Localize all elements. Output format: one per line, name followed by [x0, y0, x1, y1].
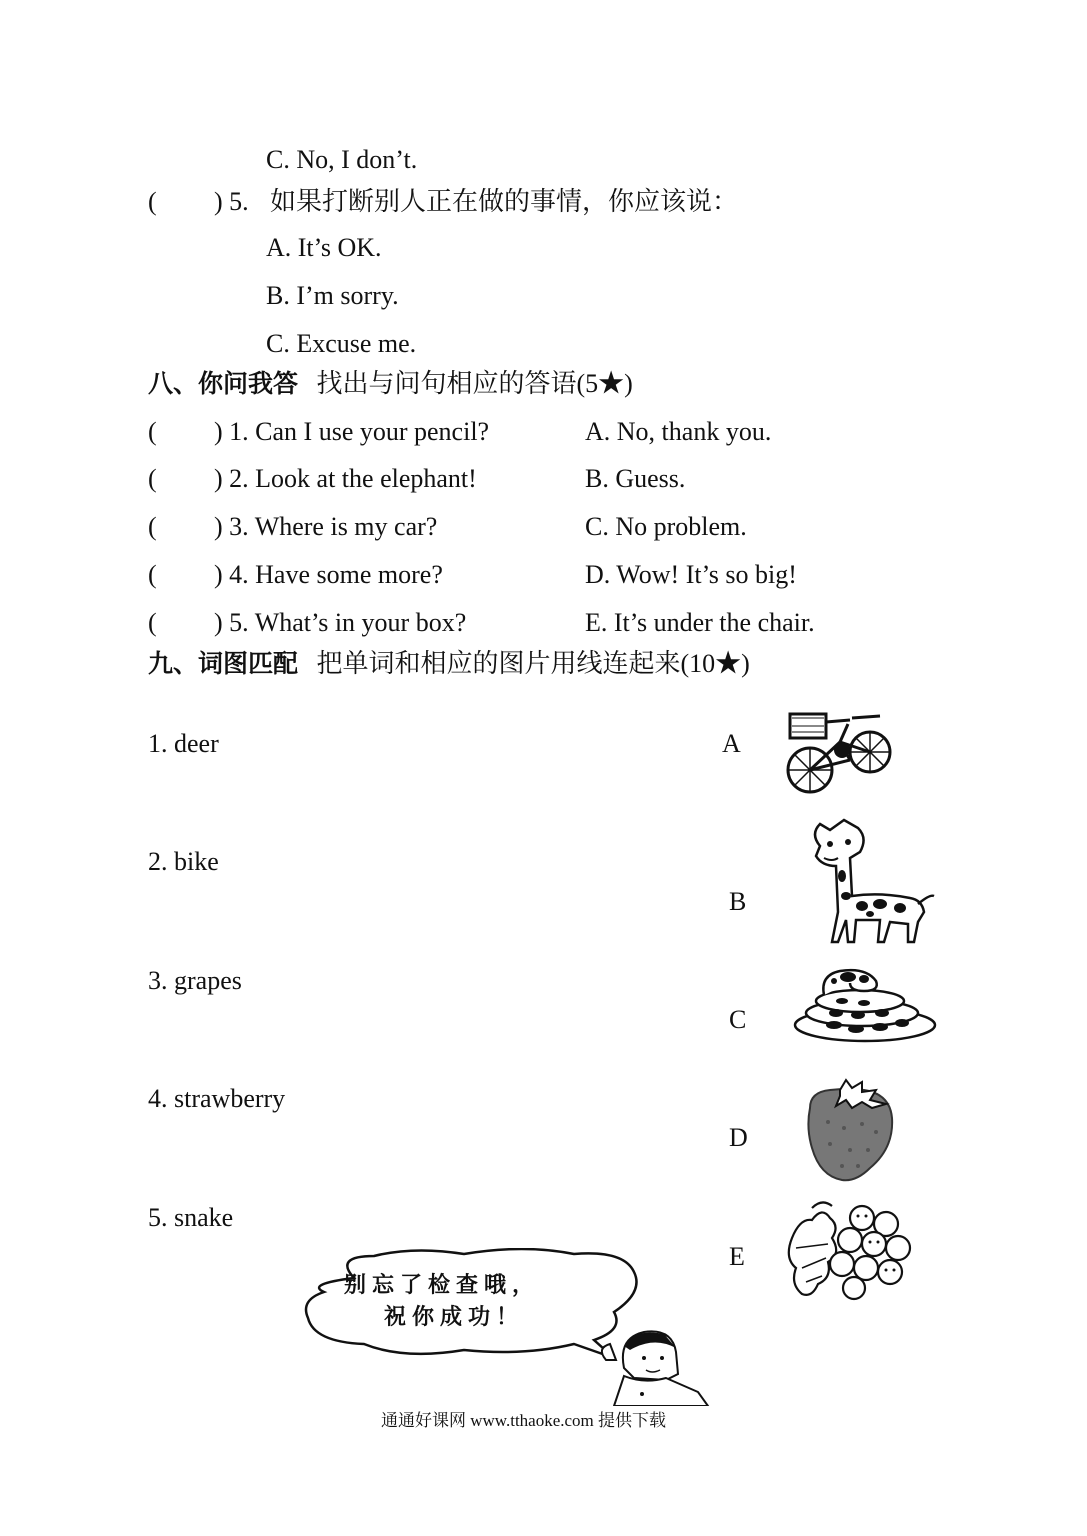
picture-label: A [722, 729, 741, 758]
q5-option-c: C. Excuse me. [266, 329, 417, 358]
strawberry-icon [800, 1078, 900, 1186]
answer-option: A. No, thank you. [585, 417, 772, 446]
match-word: 4. strawberry [148, 1084, 286, 1113]
section9-title-rest: 把单词和相应的图片用线连起来(10★) [316, 649, 750, 678]
footer-text: 通通好课网 www.tthaoke.com 提供下载 [381, 1411, 667, 1430]
match-word: 1. deer [148, 729, 219, 758]
section9-title-bold: 九、词图匹配 [148, 649, 299, 678]
q5-option-a: A. It’s OK. [266, 233, 382, 262]
grapes-icon [782, 1198, 922, 1304]
question-text: ) 1. Can I use your pencil? [214, 417, 490, 446]
picture-label: D [729, 1123, 748, 1152]
question-text: ) 3. Where is my car? [214, 512, 438, 541]
q5-option-b: B. I’m sorry. [266, 281, 399, 310]
answer-paren-open: ( [148, 512, 157, 541]
match-word: 5. snake [148, 1203, 234, 1232]
match-word: 3. grapes [148, 966, 242, 995]
picture-label: B [729, 887, 747, 916]
answer-paren-open: ( [148, 464, 157, 493]
q4-option-c: C. No, I don’t. [266, 145, 418, 174]
q5-number: ) 5. [214, 187, 249, 216]
snake-icon [790, 965, 940, 1045]
answer-paren-open: ( [148, 560, 157, 589]
answer-option: D. Wow! It’s so big! [585, 560, 797, 589]
answer-option: E. It’s under the chair. [585, 608, 815, 637]
answer-option: C. No problem. [585, 512, 747, 541]
section8-heading [148, 368, 633, 400]
question-text: ) 5. What’s in your box? [214, 608, 467, 637]
bicycle-icon [780, 702, 900, 802]
q5-prompt: 如果打断别人正在做的事情，你应该说： [270, 187, 739, 216]
giraffe-icon [800, 816, 940, 948]
bubble-line-2: 祝你成功！ [384, 1305, 525, 1330]
answer-paren-open: ( [148, 608, 157, 637]
picture-label: C [729, 1005, 747, 1034]
section8-title-bold: 八、你问我答 [148, 369, 299, 398]
answer-option: B. Guess. [585, 464, 686, 493]
question-text: ) 2. Look at the elephant! [214, 464, 477, 493]
section9-heading [148, 648, 750, 680]
section8-title-rest: 找出与问句相应的答语(5★) [316, 369, 633, 398]
match-word: 2. bike [148, 847, 219, 876]
answer-paren-open: ( [148, 417, 157, 446]
bubble-line-1: 别忘了检查哦， [344, 1273, 541, 1298]
picture-label: E [729, 1242, 745, 1271]
answer-paren-open: ( [148, 187, 157, 216]
question-text: ) 4. Have some more? [214, 560, 443, 589]
